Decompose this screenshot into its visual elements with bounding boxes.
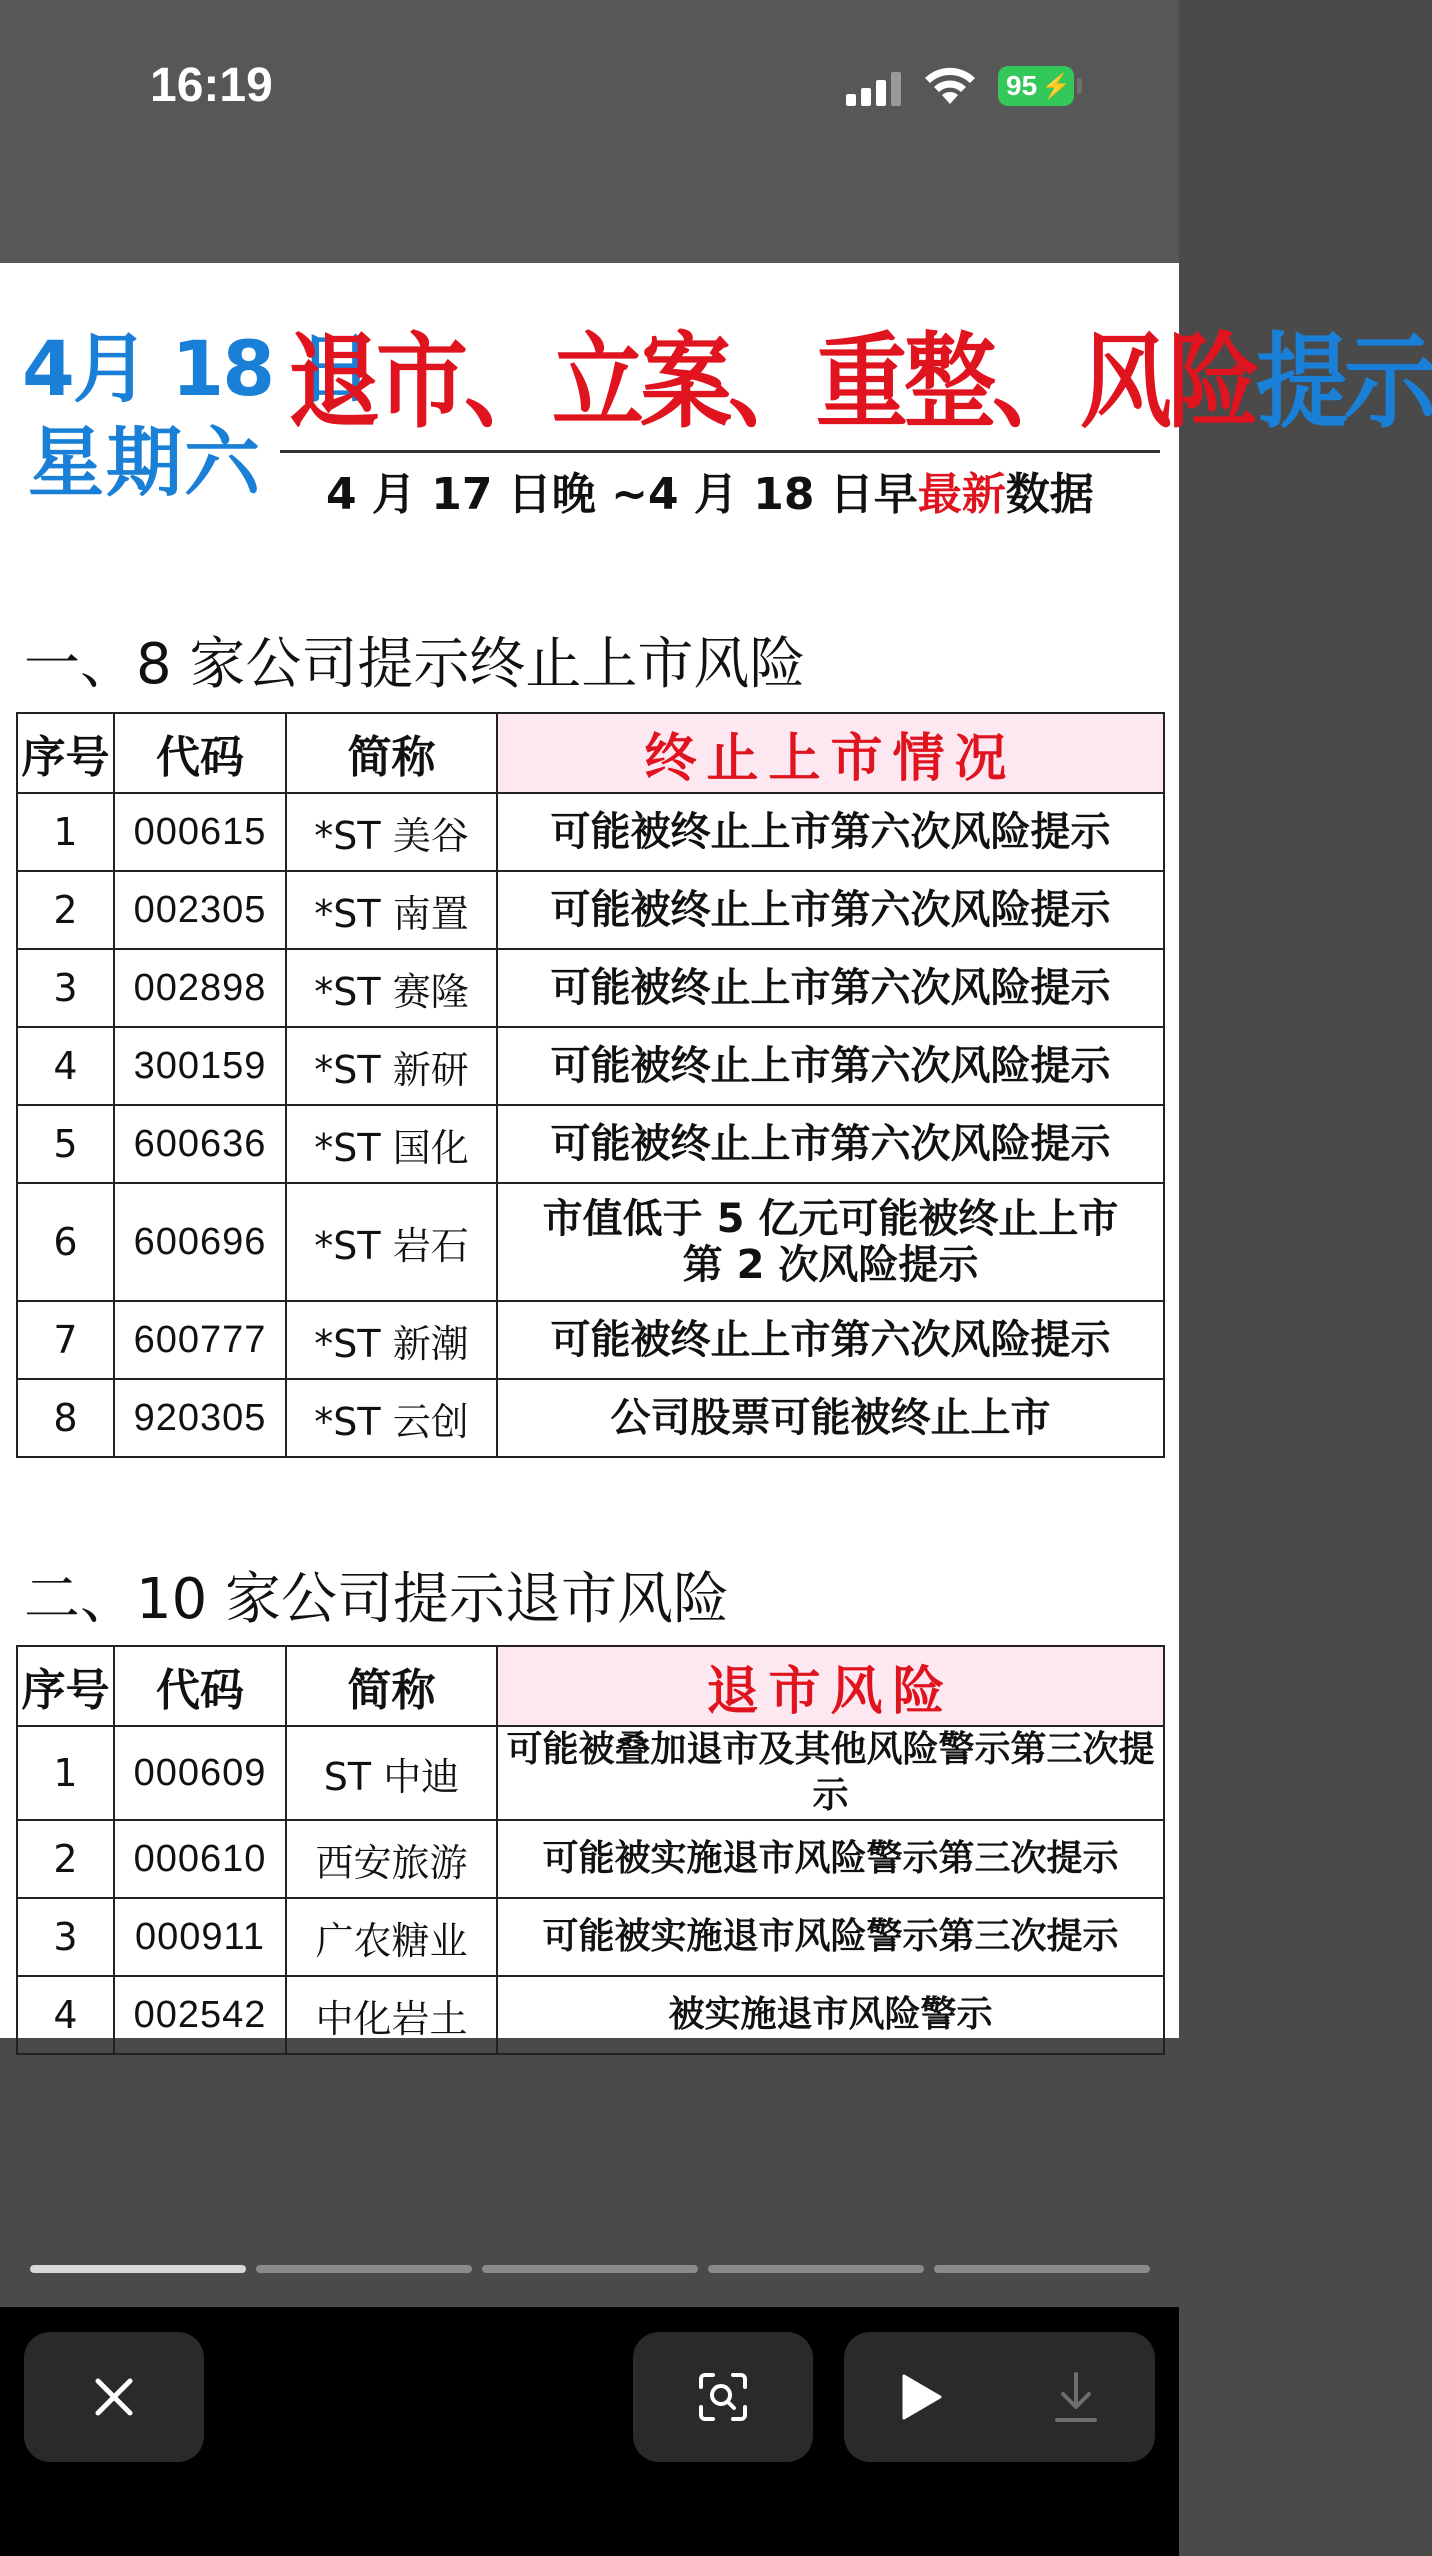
cell-no: 2	[17, 871, 114, 949]
cell-status: 可能被终止上市第六次风险提示	[497, 949, 1164, 1027]
cell-no: 4	[17, 1027, 114, 1105]
cell-status	[497, 1183, 1164, 1301]
table-row	[17, 1976, 1164, 2054]
battery-level: 95	[1006, 70, 1038, 101]
date-label: 4月 18 日	[22, 324, 372, 413]
col-header-code: 代码	[114, 1646, 286, 1726]
col-header-status: 退市风险	[497, 1646, 1164, 1726]
headline	[288, 300, 1432, 448]
table-row	[17, 1726, 1164, 1820]
subheadline-highlight: 最新	[917, 469, 1006, 520]
cell-code: 600636	[114, 1105, 286, 1183]
cell-status: 可能被实施退市风险警示第三次提示	[497, 1898, 1164, 1976]
table-row	[17, 1301, 1164, 1379]
table-row	[17, 1820, 1164, 1898]
cell-status: 可能被终止上市第六次风险提示	[497, 871, 1164, 949]
cell-code: 600696	[114, 1183, 286, 1301]
cell-code: 920305	[114, 1379, 286, 1457]
wifi-icon	[922, 62, 978, 106]
cell-no: 6	[17, 1183, 114, 1301]
play-icon[interactable]	[898, 2372, 944, 2422]
cell-name: 西安旅游	[286, 1820, 497, 1898]
battery-cap	[1077, 78, 1082, 94]
cell-name: 中化岩土	[286, 1976, 497, 2054]
cell-name: *ST 岩石	[286, 1183, 497, 1301]
table-row	[17, 1379, 1164, 1457]
table-header-row	[17, 713, 1164, 793]
close-button[interactable]	[24, 2332, 204, 2462]
col-header-name: 简称	[286, 713, 497, 793]
cell-name: *ST 美谷	[286, 793, 497, 871]
cell-name: 广农糖业	[286, 1898, 497, 1976]
table-row	[17, 1183, 1164, 1301]
page-dot[interactable]	[708, 2265, 924, 2273]
cell-code: 000911	[114, 1898, 286, 1976]
cell-name: *ST 新潮	[286, 1301, 497, 1379]
col-header-name: 简称	[286, 1646, 497, 1726]
cell-code: 002898	[114, 949, 286, 1027]
cell-no: 1	[17, 1726, 114, 1820]
table-row	[17, 1027, 1164, 1105]
table-row	[17, 871, 1164, 949]
cell-name: *ST 新研	[286, 1027, 497, 1105]
cell-no: 1	[17, 793, 114, 871]
cell-name: *ST 国化	[286, 1105, 497, 1183]
top-dim-area	[0, 0, 1179, 263]
cell-status: 可能被叠加退市及其他风险警示第三次提示	[497, 1726, 1164, 1820]
cell-code: 600777	[114, 1301, 286, 1379]
col-header-status: 终止上市情况	[497, 713, 1164, 793]
cell-no: 2	[17, 1820, 114, 1898]
cell-status: 可能被终止上市第六次风险提示	[497, 1027, 1164, 1105]
cell-name: *ST 南置	[286, 871, 497, 949]
close-icon	[92, 2375, 136, 2419]
status-time: 16:19	[150, 59, 273, 112]
cellular-signal-icon	[846, 72, 904, 106]
table-row	[17, 793, 1164, 871]
headline-blue: 提示	[1256, 321, 1432, 443]
page-dot-active[interactable]	[30, 2265, 246, 2273]
cell-code: 002305	[114, 871, 286, 949]
page-dot[interactable]	[482, 2265, 698, 2273]
cell-no: 8	[17, 1379, 114, 1457]
cell-name: ST 中迪	[286, 1726, 497, 1820]
visual-lookup-icon	[697, 2371, 749, 2423]
section2-title: 二、10 家公司提示退市风险	[24, 1567, 730, 1632]
table-header-row	[17, 1646, 1164, 1726]
visual-lookup-button[interactable]	[633, 2332, 813, 2462]
cell-status: 可能被终止上市第六次风险提示	[497, 793, 1164, 871]
cell-name: *ST 云创	[286, 1379, 497, 1457]
cell-no: 3	[17, 949, 114, 1027]
headline-red: 退市、立案、重整、风险	[288, 321, 1257, 443]
cell-code: 300159	[114, 1027, 286, 1105]
section1-table	[16, 712, 1165, 1458]
cell-status: 可能被终止上市第六次风险提示	[497, 1301, 1164, 1379]
cell-code: 000609	[114, 1726, 286, 1820]
page-dot[interactable]	[934, 2265, 1150, 2273]
cell-no: 7	[17, 1301, 114, 1379]
table-row	[17, 1898, 1164, 1976]
cell-code: 000610	[114, 1820, 286, 1898]
col-header-no: 序号	[17, 713, 114, 793]
cell-no: 4	[17, 1976, 114, 2054]
cell-no: 5	[17, 1105, 114, 1183]
cell-status: 可能被实施退市风险警示第三次提示	[497, 1820, 1164, 1898]
cell-status-line1: 市值低于 5 亿元可能被终止上市	[542, 1196, 1119, 1242]
weekday-label: 星期六	[28, 418, 262, 507]
table-row	[17, 949, 1164, 1027]
subheadline	[326, 458, 1094, 522]
cell-status: 可能被终止上市第六次风险提示	[497, 1105, 1164, 1183]
cell-code: 002542	[114, 1976, 286, 2054]
battery-icon: 95 ⚡	[998, 66, 1074, 106]
page-dot[interactable]	[256, 2265, 472, 2273]
table-row	[17, 1105, 1164, 1183]
headline-divider	[280, 450, 1160, 453]
cell-status: 公司股票可能被终止上市	[497, 1379, 1164, 1457]
cell-status: 被实施退市风险警示	[497, 1976, 1164, 2054]
cell-code: 000615	[114, 793, 286, 871]
subheadline-suffix: 数据	[1005, 469, 1094, 520]
subheadline-prefix: 4 月 17 日晚 ~4 月 18 日早	[326, 469, 918, 520]
cell-status-line2: 第 2 次风险提示	[682, 1242, 979, 1288]
cell-no: 3	[17, 1898, 114, 1976]
col-header-no: 序号	[17, 1646, 114, 1726]
section2-table	[16, 1645, 1165, 2055]
media-controls	[844, 2332, 1155, 2462]
cell-name: *ST 赛隆	[286, 949, 497, 1027]
col-header-code: 代码	[114, 713, 286, 793]
download-icon[interactable]	[1051, 2370, 1101, 2424]
section1-title: 一、8 家公司提示终止上市风险	[24, 632, 806, 697]
page-indicator[interactable]	[30, 2265, 1150, 2273]
